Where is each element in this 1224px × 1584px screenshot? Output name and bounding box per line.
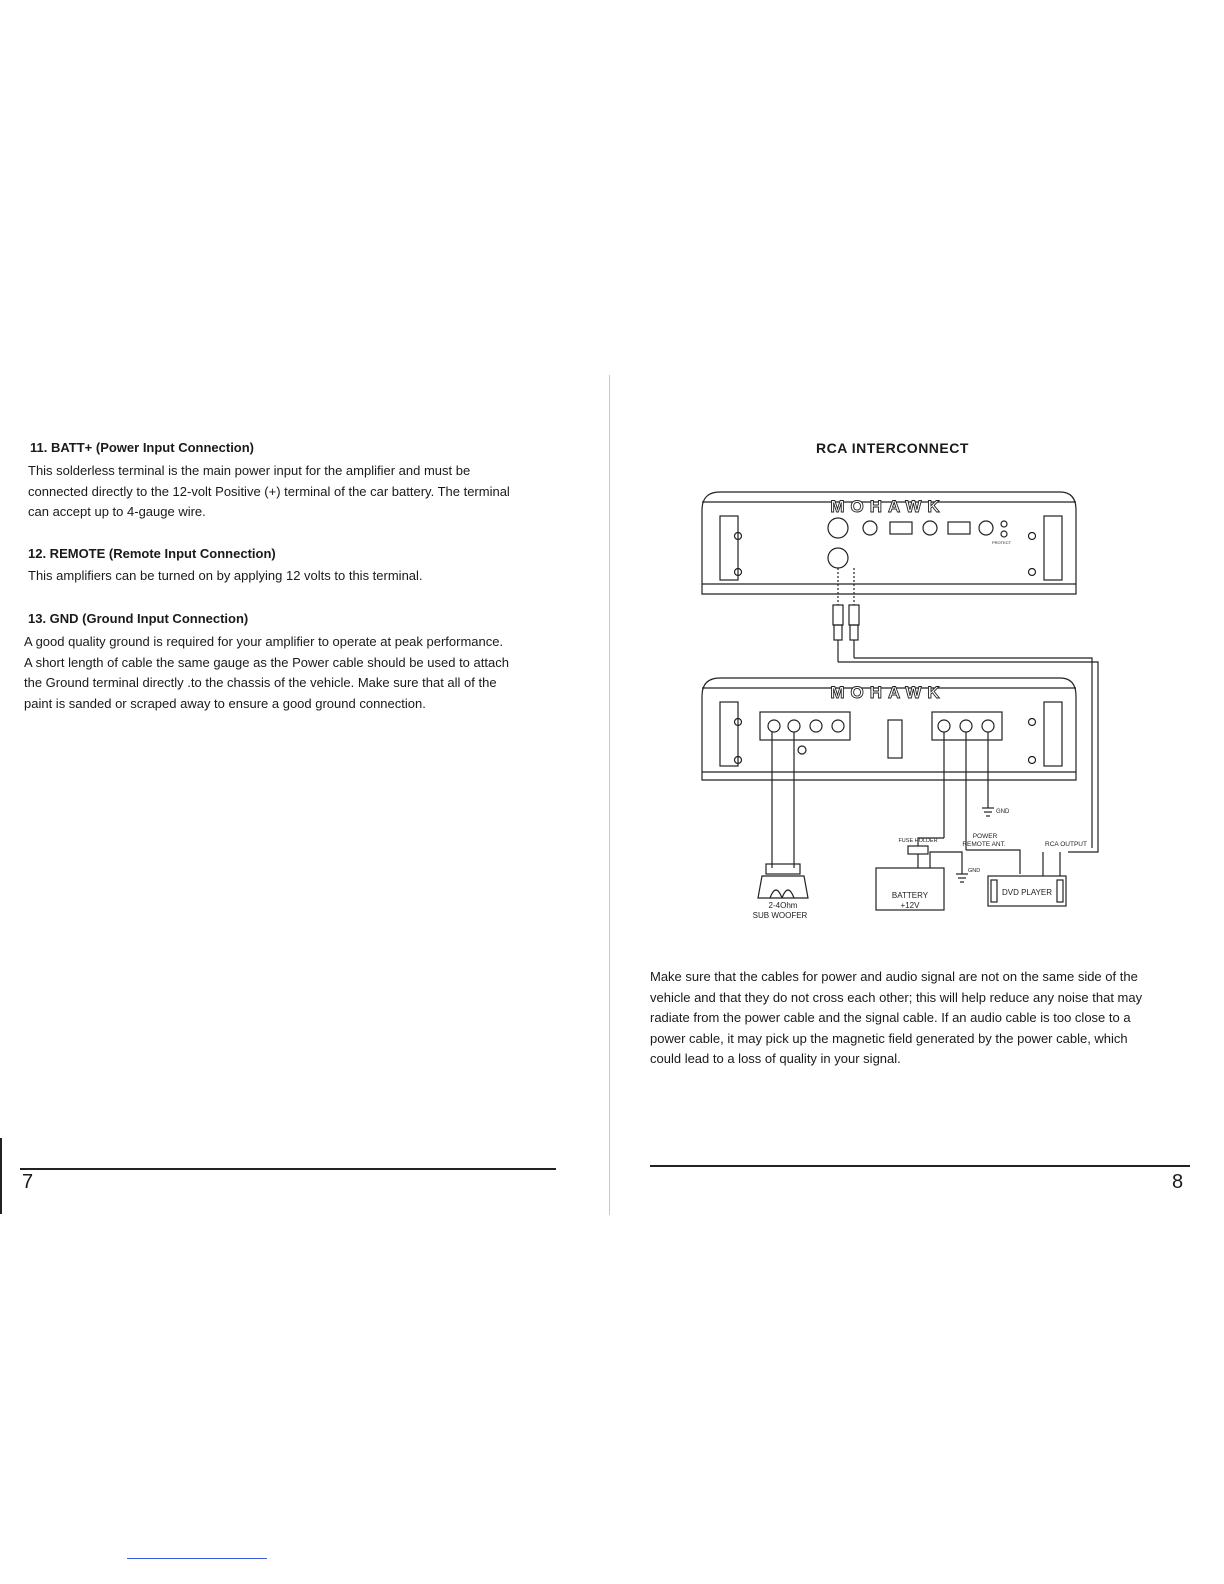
interconnect-paragraph	[650, 967, 1210, 1070]
page-fold	[609, 375, 610, 1215]
section-11-title: 11. BATT+ (Power Input Connection)	[30, 440, 255, 455]
svg-text:FUSE HOLDER: FUSE HOLDER	[898, 838, 938, 844]
section-11-body	[28, 461, 588, 523]
svg-text:PROTECT: PROTECT	[992, 540, 1012, 545]
footer-rule-left	[20, 1168, 556, 1170]
section-13-line: paint is sanded or scraped away to ensure a good ground connection.	[24, 695, 426, 711]
svg-text:REMOTE ANT.: REMOTE ANT.	[962, 841, 1006, 848]
section-11-line: This solderless terminal is the main power input for the amplifier and must be	[28, 463, 471, 478]
diagram-title: RCA INTERCONNECT	[816, 440, 969, 456]
section-13-line: the Ground terminal directly .to the chassis of the vehicle. Make sure that all of the	[24, 675, 497, 690]
section-13-title: 13. GND (Ground Input Connection)	[28, 611, 249, 626]
mohawk-logo-bottom	[830, 683, 945, 702]
svg-text:RCA OUTPUT: RCA OUTPUT	[1045, 841, 1087, 848]
paragraph-line: could lead to a loss of quality in your signal.	[650, 1051, 901, 1066]
svg-text:SUB WOOFER: SUB WOOFER	[752, 911, 808, 920]
svg-text:POWER: POWER	[972, 833, 998, 840]
svg-text:2-4Ohm: 2-4Ohm	[768, 901, 798, 910]
paragraph-line: power cable, it may pick up the magnetic field generated by the power cable, which	[650, 1030, 1128, 1046]
paragraph-line: Make sure that the cables for power and audio signal are not on the same side of the	[650, 969, 1138, 984]
svg-text:GND: GND	[968, 868, 981, 874]
svg-text:MOHAWK: MOHAWK	[830, 683, 946, 702]
mohawk-logo-top	[830, 497, 945, 516]
section-12-body	[28, 566, 588, 587]
footer-rule-right	[650, 1165, 1190, 1167]
svg-text:+12V: +12V	[900, 901, 920, 910]
rca-interconnect-diagram	[690, 480, 1110, 925]
section-13-line: A good quality ground is required for your amplifier to operate at peak performance.	[24, 634, 504, 649]
svg-text:MOHAWK: MOHAWK	[830, 497, 946, 516]
bottom-underline-mark	[127, 1558, 267, 1559]
svg-text:DVD PLAYER: DVD PLAYER	[1001, 888, 1053, 897]
paragraph-line: radiate from the power cable and the signal cable. If an audio cable is too close to a	[650, 1010, 1131, 1025]
svg-text:BATTERY: BATTERY	[891, 891, 929, 900]
section-11-line: can accept up to 4-gauge wire.	[28, 504, 206, 519]
section-13-body	[24, 632, 594, 714]
paragraph-line: vehicle and that they do not cross each other; this will help reduce any noise that may	[650, 989, 1143, 1005]
section-12-title: 12. REMOTE (Remote Input Connection)	[28, 546, 276, 561]
svg-text:GND: GND	[996, 809, 1010, 815]
page-edge-mark	[0, 1138, 2, 1214]
page-number-left: 7	[22, 1171, 34, 1193]
page-number-right: 8	[1172, 1171, 1184, 1193]
section-13-line: A short length of cable the same gauge as the Power cable should be used to attach	[24, 654, 509, 670]
section-12-line: This amplifiers can be turned on by applying 12 volts to this terminal.	[28, 568, 423, 583]
section-11-line: connected directly to the 12-volt Positive (+) terminal of the car battery. The terminal	[28, 483, 510, 499]
